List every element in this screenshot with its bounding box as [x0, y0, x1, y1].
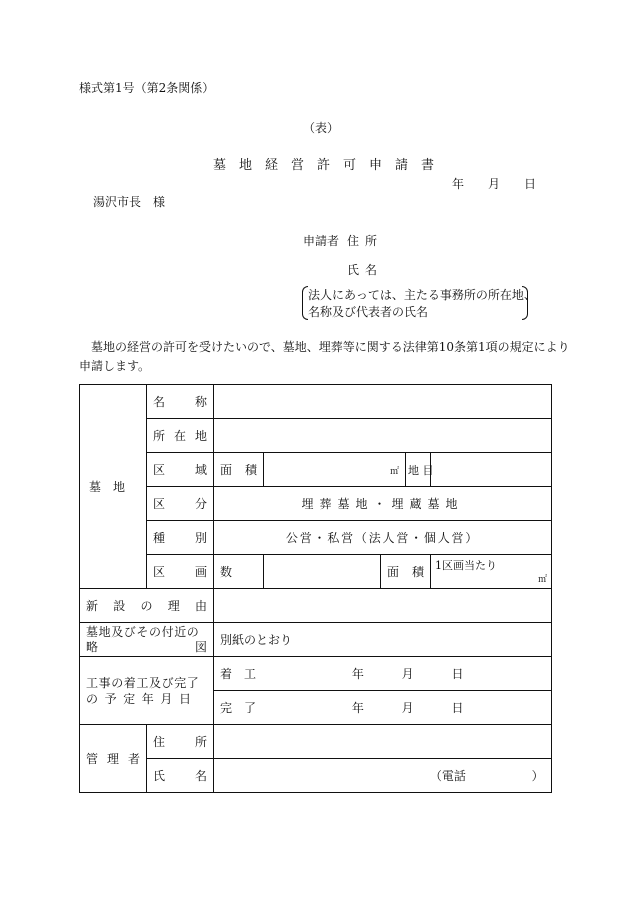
side-label: （表） [303, 121, 340, 135]
application-table [79, 384, 552, 793]
page-title: 墓地経営許可申請書 [213, 158, 448, 173]
name-field[interactable] [214, 385, 552, 419]
row-name-label: 名 称 [147, 385, 214, 419]
finish-date-field[interactable]: 完了 年 月 日 [214, 691, 552, 725]
plot-count-label: 数 [214, 555, 264, 589]
plot-area-label: 面 積 [381, 555, 431, 589]
classification-value[interactable]: 埋葬墓地・埋蔵墓地 [214, 487, 552, 521]
corporate-note-text: 法人にあっては、主たる事務所の所在地、 名称及び代表者の氏名 [308, 288, 536, 319]
date-month: 月 [488, 177, 501, 191]
corporate-note [302, 286, 536, 320]
row-classification-label: 区 分 [147, 487, 214, 521]
area-field[interactable]: ㎡ [264, 453, 406, 487]
applicant-address-label: 住所 [347, 234, 384, 248]
reason-field[interactable] [214, 589, 552, 623]
section-manager: 管 理 者 [80, 725, 147, 793]
row-location-label: 所 在 地 [147, 419, 214, 453]
mgr-name-label: 氏 名 [147, 759, 214, 793]
location-field[interactable] [214, 419, 552, 453]
mgr-name-field[interactable]: （電話 ） [214, 759, 552, 793]
mgr-address-label: 住 所 [147, 725, 214, 759]
row-schedule-label: 工事の着工及び完了 の予定年月日 [80, 657, 214, 725]
row-area-section-label: 区 域 [147, 453, 214, 487]
body-text-line2: 申請します。 [79, 359, 151, 373]
right-brace [522, 286, 528, 320]
addressee: 湯沢市長 様 [93, 195, 166, 209]
date-year: 年 [452, 177, 465, 191]
body-text-line1: 墓地の経営の許可を受けたいので、墓地、埋葬等に関する法律第10条第1項の規定により [91, 340, 570, 354]
applicant-name-label: 氏名 [347, 263, 384, 277]
form-number: 様式第1号（第2条関係） [79, 81, 215, 95]
row-reason-label: 新 設 の 理 由 [80, 589, 214, 623]
start-date-field[interactable]: 着工 年 月 日 [214, 657, 552, 691]
row-plot-label: 区 画 [147, 555, 214, 589]
date-day: 日 [524, 177, 537, 191]
row-type-label: 種 別 [147, 521, 214, 555]
mgr-address-field[interactable] [214, 725, 552, 759]
area-label: 面 積 [214, 453, 264, 487]
land-category-label: 地 目 [406, 453, 431, 487]
row-map-label: 墓地及びその付近の 略 図 [80, 623, 214, 657]
plot-count-field[interactable] [264, 555, 381, 589]
per-plot-field[interactable]: 1区画当たり ㎡ [431, 555, 552, 589]
type-value[interactable]: 公営・私営（法人営・個人営） [214, 521, 552, 555]
map-field[interactable]: 別紙のとおり [214, 623, 552, 657]
section-bochi: 墓地 [80, 385, 147, 589]
applicant-label: 申請者 [303, 234, 340, 248]
land-category-field[interactable] [431, 453, 552, 487]
